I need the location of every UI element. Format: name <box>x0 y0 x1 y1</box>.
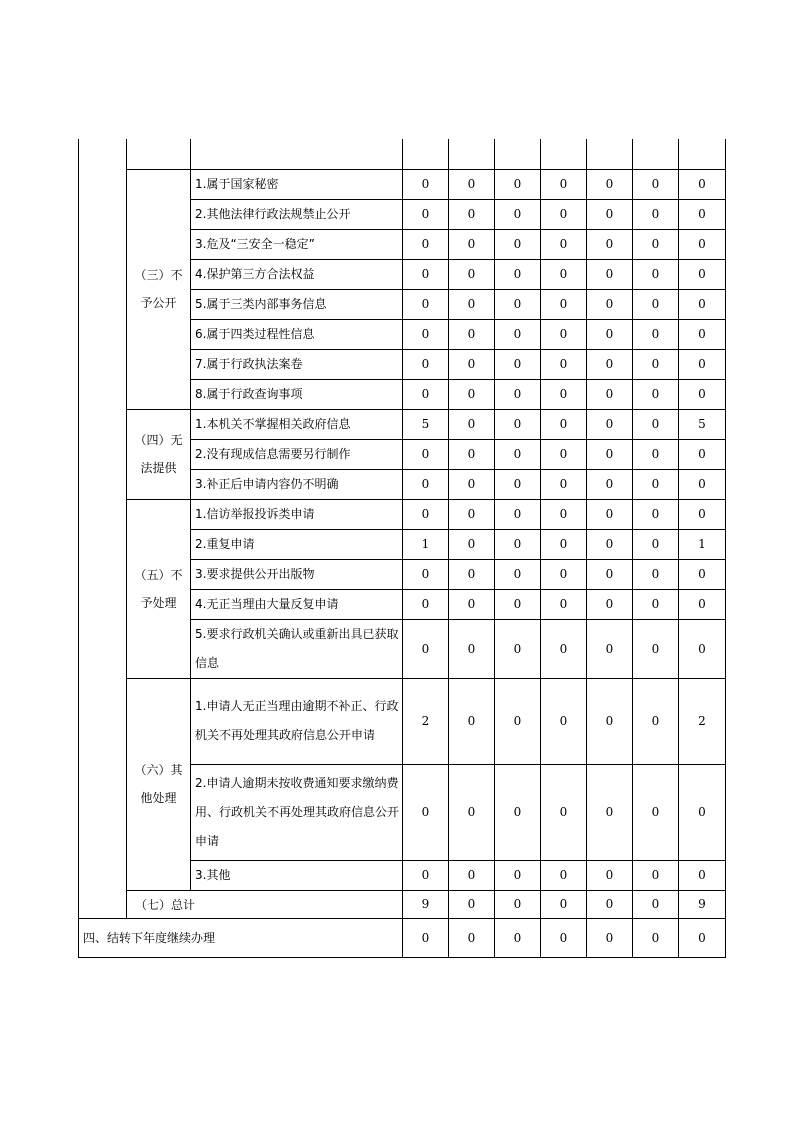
value-cell: 0 <box>633 499 679 529</box>
value-cell: 0 <box>495 469 541 499</box>
value-cell: 5 <box>403 409 449 439</box>
value-cell: 0 <box>449 409 495 439</box>
value-cell: 0 <box>403 229 449 259</box>
value-cell: 0 <box>587 169 633 199</box>
item-label: 8.属于行政查询事项 <box>191 379 403 409</box>
value-cell: 0 <box>541 918 587 957</box>
item-label: 3.危及“三安全一稳定” <box>191 229 403 259</box>
value-cell: 0 <box>633 559 679 589</box>
value-cell: 0 <box>495 199 541 229</box>
value-cell: 0 <box>449 169 495 199</box>
value-cell: 0 <box>449 918 495 957</box>
value-cell: 0 <box>403 379 449 409</box>
value-cell: 0 <box>449 589 495 619</box>
total-row <box>79 890 726 918</box>
value-cell: 0 <box>403 764 449 860</box>
value-cell: 0 <box>449 678 495 764</box>
item-label: 2.其他法律行政法规禁止公开 <box>191 199 403 229</box>
value-cell: 0 <box>403 860 449 890</box>
value-cell: 0 <box>587 199 633 229</box>
value-cell: 0 <box>587 890 633 918</box>
value-cell: 0 <box>495 678 541 764</box>
value-cell: 0 <box>541 379 587 409</box>
value-cell: 0 <box>541 890 587 918</box>
value-cell: 0 <box>587 409 633 439</box>
value-cell: 0 <box>403 439 449 469</box>
value-cell: 0 <box>495 259 541 289</box>
value-cell: 0 <box>495 764 541 860</box>
value-cell: 0 <box>679 589 726 619</box>
value-cell: 0 <box>449 469 495 499</box>
value-cell: 0 <box>679 764 726 860</box>
item-label: 4.无正当理由大量反复申请 <box>191 589 403 619</box>
item-label: 4.保护第三方合法权益 <box>191 259 403 289</box>
value-cell: 0 <box>679 319 726 349</box>
value-cell: 0 <box>541 678 587 764</box>
value-cell: 0 <box>495 349 541 379</box>
value-cell: 0 <box>587 469 633 499</box>
value-cell: 5 <box>679 409 726 439</box>
carryover-label: 四、结转下年度继续办理 <box>79 918 403 957</box>
value-cell: 0 <box>449 259 495 289</box>
value-cell: 0 <box>679 918 726 957</box>
value-cell: 0 <box>449 499 495 529</box>
item-cell <box>191 139 403 169</box>
value-cell: 0 <box>541 589 587 619</box>
value-cell <box>633 139 679 169</box>
value-cell: 0 <box>495 499 541 529</box>
value-cell: 0 <box>495 860 541 890</box>
value-cell: 0 <box>633 918 679 957</box>
item-label: 6.属于四类过程性信息 <box>191 319 403 349</box>
value-cell: 0 <box>541 319 587 349</box>
value-cell: 1 <box>679 529 726 559</box>
value-cell: 0 <box>495 379 541 409</box>
value-cell: 0 <box>633 619 679 678</box>
value-cell: 0 <box>449 890 495 918</box>
value-cell: 0 <box>403 319 449 349</box>
value-cell: 2 <box>679 678 726 764</box>
value-cell: 0 <box>495 589 541 619</box>
value-cell: 0 <box>679 349 726 379</box>
value-cell: 0 <box>495 529 541 559</box>
value-cell: 0 <box>403 559 449 589</box>
value-cell: 0 <box>495 409 541 439</box>
value-cell: 0 <box>587 439 633 469</box>
value-cell: 0 <box>495 918 541 957</box>
value-cell: 0 <box>633 439 679 469</box>
value-cell: 0 <box>587 529 633 559</box>
value-cell: 0 <box>403 289 449 319</box>
table-row <box>79 169 726 199</box>
value-cell: 0 <box>403 499 449 529</box>
value-cell: 0 <box>633 764 679 860</box>
value-cell <box>587 139 633 169</box>
item-label: 1.本机关不掌握相关政府信息 <box>191 409 403 439</box>
item-label: 2.申请人逾期未按收费通知要求缴纳费用、行政机关不再处理其政府信息公开申请 <box>191 764 403 860</box>
value-cell: 0 <box>495 319 541 349</box>
value-cell: 0 <box>449 199 495 229</box>
item-label: 5.要求行政机关确认或重新出具已获取信息 <box>191 619 403 678</box>
value-cell: 0 <box>633 169 679 199</box>
value-cell: 0 <box>587 918 633 957</box>
item-label: 1.属于国家秘密 <box>191 169 403 199</box>
item-label: 3.其他 <box>191 860 403 890</box>
table-row <box>79 499 726 529</box>
item-label: 3.补正后申请内容仍不明确 <box>191 469 403 499</box>
value-cell: 0 <box>449 229 495 259</box>
value-cell <box>403 139 449 169</box>
value-cell: 0 <box>587 229 633 259</box>
disclosure-stats-table <box>78 139 726 958</box>
value-cell: 0 <box>633 469 679 499</box>
value-cell: 0 <box>679 469 726 499</box>
value-cell: 0 <box>495 289 541 319</box>
value-cell: 0 <box>449 439 495 469</box>
value-cell: 0 <box>495 229 541 259</box>
value-cell: 0 <box>679 439 726 469</box>
value-cell: 0 <box>541 229 587 259</box>
value-cell: 0 <box>587 319 633 349</box>
value-cell: 0 <box>541 764 587 860</box>
table-row <box>79 139 726 169</box>
value-cell: 0 <box>633 379 679 409</box>
value-cell: 0 <box>541 499 587 529</box>
value-cell: 0 <box>587 349 633 379</box>
item-label: 1.信访举报投诉类申请 <box>191 499 403 529</box>
value-cell: 0 <box>587 589 633 619</box>
value-cell: 0 <box>679 289 726 319</box>
value-cell: 0 <box>679 199 726 229</box>
value-cell: 0 <box>403 169 449 199</box>
value-cell: 0 <box>449 619 495 678</box>
value-cell: 0 <box>449 379 495 409</box>
value-cell: 0 <box>495 559 541 589</box>
value-cell <box>541 139 587 169</box>
item-label: 2.没有现成信息需要另行制作 <box>191 439 403 469</box>
value-cell: 0 <box>587 379 633 409</box>
value-cell <box>679 139 726 169</box>
group-label: （四）无法提供 <box>127 409 191 499</box>
value-cell: 0 <box>587 764 633 860</box>
value-cell: 0 <box>541 349 587 379</box>
value-cell: 0 <box>449 559 495 589</box>
value-cell: 0 <box>633 229 679 259</box>
value-cell: 0 <box>541 619 587 678</box>
value-cell: 0 <box>449 764 495 860</box>
value-cell: 0 <box>633 529 679 559</box>
value-cell: 0 <box>541 469 587 499</box>
value-cell: 0 <box>403 199 449 229</box>
value-cell: 0 <box>495 439 541 469</box>
table-body <box>79 139 726 957</box>
value-cell: 0 <box>587 289 633 319</box>
value-cell: 0 <box>449 529 495 559</box>
value-cell: 0 <box>587 619 633 678</box>
value-cell: 0 <box>633 319 679 349</box>
value-cell: 0 <box>495 169 541 199</box>
value-cell: 0 <box>403 589 449 619</box>
group-cell <box>127 139 191 169</box>
value-cell: 0 <box>679 499 726 529</box>
value-cell: 0 <box>679 619 726 678</box>
carryover-row <box>79 918 726 957</box>
value-cell: 0 <box>587 678 633 764</box>
group-label: （五）不予处理 <box>127 499 191 678</box>
group-label: （三）不予公开 <box>127 169 191 409</box>
value-cell: 0 <box>541 529 587 559</box>
value-cell: 0 <box>679 860 726 890</box>
value-cell: 0 <box>541 559 587 589</box>
value-cell: 0 <box>541 169 587 199</box>
item-label: 5.属于三类内部事务信息 <box>191 289 403 319</box>
value-cell: 0 <box>541 199 587 229</box>
item-label: 1.申请人无正当理由逾期不补正、行政机关不再处理其政府信息公开申请 <box>191 678 403 764</box>
value-cell: 0 <box>587 259 633 289</box>
value-cell: 0 <box>541 259 587 289</box>
value-cell: 0 <box>633 199 679 229</box>
value-cell: 0 <box>403 259 449 289</box>
value-cell <box>449 139 495 169</box>
value-cell: 0 <box>403 469 449 499</box>
item-label: 7.属于行政执法案卷 <box>191 349 403 379</box>
value-cell: 0 <box>541 409 587 439</box>
value-cell: 0 <box>495 890 541 918</box>
table-row <box>79 678 726 764</box>
group-label: （六）其他处理 <box>127 678 191 890</box>
value-cell: 0 <box>403 918 449 957</box>
value-cell: 0 <box>633 678 679 764</box>
value-cell: 0 <box>587 860 633 890</box>
table-row <box>79 409 726 439</box>
value-cell: 0 <box>679 169 726 199</box>
value-cell: 1 <box>403 529 449 559</box>
total-label: （七）总计 <box>127 890 403 918</box>
value-cell: 0 <box>633 409 679 439</box>
value-cell: 0 <box>633 589 679 619</box>
value-cell: 0 <box>633 289 679 319</box>
value-cell: 0 <box>403 349 449 379</box>
value-cell: 9 <box>403 890 449 918</box>
value-cell: 0 <box>541 860 587 890</box>
value-cell: 0 <box>403 619 449 678</box>
value-cell: 0 <box>449 289 495 319</box>
value-cell: 0 <box>679 259 726 289</box>
value-cell: 0 <box>633 860 679 890</box>
value-cell: 0 <box>679 559 726 589</box>
value-cell: 0 <box>633 259 679 289</box>
value-cell: 0 <box>679 229 726 259</box>
value-cell: 0 <box>587 499 633 529</box>
value-cell: 0 <box>633 349 679 379</box>
value-cell: 0 <box>449 860 495 890</box>
item-label: 2.重复申请 <box>191 529 403 559</box>
value-cell: 9 <box>679 890 726 918</box>
value-cell: 0 <box>587 559 633 589</box>
section-label-cell <box>79 139 127 918</box>
value-cell: 0 <box>541 439 587 469</box>
value-cell: 2 <box>403 678 449 764</box>
value-cell: 0 <box>679 379 726 409</box>
item-label: 3.要求提供公开出版物 <box>191 559 403 589</box>
value-cell: 0 <box>495 619 541 678</box>
value-cell: 0 <box>449 349 495 379</box>
value-cell: 0 <box>633 890 679 918</box>
value-cell: 0 <box>541 289 587 319</box>
value-cell <box>495 139 541 169</box>
value-cell: 0 <box>449 319 495 349</box>
